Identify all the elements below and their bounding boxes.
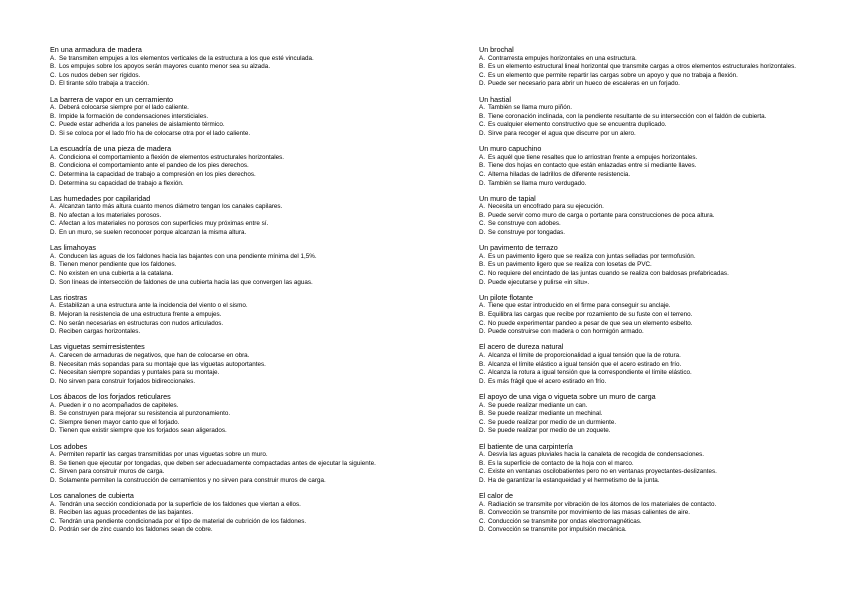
option-text: Se puede realizar por medio de un durmiente.: [488, 418, 617, 426]
question-block: [50, 244, 440, 287]
answer-option: [479, 121, 829, 130]
option-letter: B.: [479, 261, 485, 269]
option-letter: D.: [50, 80, 57, 88]
option-letter: B.: [50, 410, 56, 418]
option-text: Contrarresta empujes horizontales en una estructura.: [488, 54, 637, 62]
answer-option: [50, 302, 440, 311]
question-block: [479, 343, 829, 386]
option-text: Si se coloca por el lado frío ha de colocarse otra por el lado caliente.: [59, 129, 251, 137]
question-block: [50, 443, 440, 486]
option-letter: A.: [50, 401, 56, 409]
option-text: Necesitan siempre sopandas y puntales para su montaje.: [59, 369, 220, 377]
answer-option: [50, 180, 440, 189]
answer-option: [50, 279, 440, 288]
answer-option: [479, 203, 829, 212]
answer-option: [50, 509, 440, 518]
option-text: Carecen de armaduras de negativos, que han de colocarse en obra.: [59, 351, 250, 359]
answer-option: [479, 468, 829, 477]
option-letter: B.: [479, 311, 485, 318]
answer-option: [479, 518, 829, 527]
option-letter: C.: [50, 369, 57, 377]
option-text: Es la superficie de contacto de la hoja con el marco.: [488, 459, 634, 467]
answer-option: [50, 80, 440, 89]
option-letter: A.: [479, 351, 485, 359]
answer-option: [50, 63, 440, 72]
option-letter: B.: [50, 360, 56, 368]
question-title: El acero de dureza natural: [479, 342, 564, 352]
answer-option: [479, 229, 829, 238]
answer-option: [479, 451, 829, 460]
question-title: La barrera de vapor en un cerramiento: [50, 94, 174, 104]
answer-option: [479, 180, 829, 189]
answer-option: [479, 477, 829, 486]
option-text: Alterna hiladas de ladrillos de diferente resistencia.: [488, 170, 631, 178]
answer-option: [50, 451, 440, 460]
option-text: Tienen menor pendiente que los faldones.: [59, 261, 177, 269]
option-text: Deberá colocarse siempre por el lado caliente.: [59, 104, 189, 112]
answer-option: [479, 427, 829, 436]
option-letter: B.: [479, 410, 485, 418]
answer-option: [479, 402, 829, 411]
answer-option: [50, 518, 440, 527]
answer-option: [479, 63, 829, 72]
answer-option: [50, 460, 440, 469]
question-block: [479, 294, 829, 337]
option-letter: C.: [479, 71, 486, 79]
option-letter: D.: [50, 377, 57, 385]
option-text: Pueden ir o no acompañados de capiteles.: [59, 401, 179, 409]
option-text: Es un pavimento ligero que se realiza con losetas de PVC.: [488, 261, 652, 269]
question-title: Un pilote flotante: [479, 292, 533, 302]
answer-option: [479, 261, 829, 270]
answer-option: [50, 104, 440, 113]
answer-option: [479, 311, 829, 320]
answer-option: [479, 320, 829, 329]
question-title: El batiente de una carpintería: [479, 441, 573, 451]
option-text: Reciben las aguas procedentes de las bajantes.: [59, 509, 194, 517]
option-text: No puede experimentar pandeo a pesar de que sea un elemento esbelto.: [488, 319, 693, 327]
option-letter: D.: [479, 229, 486, 237]
option-letter: A.: [50, 203, 56, 211]
option-letter: B.: [50, 112, 56, 120]
question-title: Las limahoyas: [50, 243, 96, 253]
question-title: El calor de: [479, 491, 513, 501]
option-letter: D.: [479, 129, 486, 137]
question-block: [479, 46, 829, 89]
option-text: Impide la formación de condensaciones intersticiales.: [59, 112, 209, 120]
answer-option: [479, 369, 829, 378]
option-letter: D.: [50, 427, 57, 435]
option-text: No sirven para construir forjados bidireccionales.: [59, 377, 196, 385]
option-text: Condiciona el comportamiento ante el pandeo de los pies derechos.: [59, 162, 249, 170]
option-text: Sirven para construir muros de carga.: [59, 468, 165, 476]
answer-option: [479, 501, 829, 510]
option-letter: D.: [50, 526, 57, 534]
answer-option: [479, 279, 829, 288]
answer-option: [479, 80, 829, 89]
answer-option: [50, 352, 440, 361]
option-letter: B.: [479, 360, 485, 368]
option-text: Se construye por tongadas.: [488, 229, 566, 237]
question-block: [50, 393, 440, 436]
option-letter: C.: [50, 71, 57, 79]
option-text: Es aquél que tiene resaltes que lo arriostran frente a empujes horizontales.: [488, 153, 698, 161]
option-letter: A.: [50, 500, 56, 508]
right-column: [479, 46, 829, 542]
question-title: Los adobes: [50, 441, 88, 451]
option-letter: A.: [50, 351, 56, 359]
option-letter: D.: [479, 278, 486, 286]
answer-option: [50, 410, 440, 419]
option-text: Radiación se transmite por vibración de los átomos de los materiales de contacto.: [488, 500, 717, 508]
question-block: [50, 195, 440, 238]
answer-option: [479, 104, 829, 113]
option-text: Es un pavimento ligero que se realiza con juntas selladas por termofusión.: [488, 252, 696, 260]
answer-option: [50, 311, 440, 320]
answer-option: [479, 220, 829, 229]
option-text: Siempre tienen mayor canto que el forjado.: [59, 418, 180, 426]
option-letter: C.: [50, 319, 57, 327]
question-title: Un muro de tapial: [479, 193, 536, 203]
answer-option: [50, 113, 440, 122]
option-text: Es cualquier elemento constructivo que se encuentra duplicado.: [488, 121, 667, 129]
answer-option: [479, 419, 829, 428]
answer-option: [50, 320, 440, 329]
option-letter: D.: [50, 278, 57, 286]
option-letter: A.: [479, 153, 485, 161]
option-letter: A.: [479, 500, 485, 508]
option-text: Afectan a los materiales no porosos con superficies muy próximas entre sí.: [59, 220, 269, 228]
question-block: [50, 46, 440, 89]
left-column: [50, 46, 440, 542]
option-letter: C.: [479, 418, 486, 426]
question-block: [50, 145, 440, 188]
answer-option: [50, 212, 440, 221]
option-letter: D.: [479, 328, 486, 336]
question-title: El apoyo de una viga o vigueta sobre un muro de carga: [479, 391, 656, 401]
option-letter: A.: [479, 302, 485, 310]
option-text: Convección se transmite por impulsión mecánica.: [488, 526, 627, 534]
option-text: También se llama muro piñón.: [488, 104, 572, 112]
option-letter: C.: [479, 270, 486, 278]
option-text: Es un elemento estructural lineal horizontal que transmite cargas a otros elementos estructurales horizontales.: [488, 63, 797, 71]
option-text: Condiciona el comportamiento a flexión de elementos estructurales horizontales.: [59, 153, 285, 161]
option-letter: A.: [479, 252, 485, 260]
option-text: Es más frágil que el acero estirado en frío.: [488, 377, 607, 385]
option-text: Alcanza el límite elástico a igual tensión que el acero estirado en frío.: [488, 360, 682, 368]
option-text: Los nudos deben ser rígidos.: [59, 71, 141, 79]
option-text: Son líneas de intersección de faldones de una cubierta hacia las que convergen las aguas.: [59, 278, 313, 286]
answer-option: [50, 154, 440, 163]
question-title: Las riostras: [50, 292, 88, 302]
answer-option: [50, 270, 440, 279]
question-title: Un hastial: [479, 94, 511, 104]
option-letter: A.: [50, 104, 56, 112]
option-text: También se llama muro verdugado.: [488, 179, 587, 187]
option-letter: D.: [50, 229, 57, 237]
option-text: No afectan a los materiales porosos.: [59, 211, 162, 219]
answer-option: [50, 121, 440, 130]
option-text: Necesita un encofrado para su ejecución.: [488, 203, 604, 211]
answer-option: [479, 328, 829, 337]
option-text: Se transmiten empujes a los elementos verticales de la estructura a los que esté vinculada.: [59, 54, 314, 62]
option-text: Tienen que existir siempre que los forjados sean aligerados.: [59, 427, 227, 435]
option-text: Sirve para recoger el agua que discurre por un alero.: [488, 129, 636, 137]
answer-option: [479, 72, 829, 81]
answer-option: [50, 229, 440, 238]
option-letter: A.: [50, 252, 56, 260]
question-block: [50, 343, 440, 386]
option-letter: B.: [479, 63, 485, 71]
option-letter: C.: [50, 418, 57, 426]
option-text: Alcanzan tanto más altura cuanto menos diámetro tengan los canales capilares.: [59, 203, 283, 211]
question-title: Un brochal: [479, 45, 514, 54]
question-title: Las humedades por capilaridad: [50, 193, 151, 203]
option-letter: B.: [50, 162, 56, 170]
option-text: Alcanza la rotura a igual tensión que la correspondiente el límite elástico.: [488, 369, 692, 377]
answer-option: [50, 220, 440, 229]
option-text: Conducen las aguas de los faldones hacia las bajantes con una pendiente mínima del 1,5%.: [59, 252, 317, 260]
answer-option: [479, 113, 829, 122]
answer-option: [479, 526, 829, 535]
option-letter: D.: [479, 427, 486, 435]
answer-option: [50, 130, 440, 139]
answer-option: [50, 261, 440, 270]
option-text: Determina la capacidad de trabajo a compresión en los pies derechos.: [59, 170, 256, 178]
option-text: Podrán ser de zinc cuando los faldones sean de cobre.: [59, 526, 213, 534]
answer-option: [479, 410, 829, 419]
option-letter: D.: [479, 80, 486, 88]
option-text: Puede servir como muro de carga o portante para construcciones de poca altura.: [488, 211, 715, 219]
option-text: Se construye con adobes.: [488, 220, 561, 228]
option-letter: A.: [479, 203, 485, 211]
answer-option: [50, 369, 440, 378]
answer-option: [479, 130, 829, 139]
option-letter: D.: [50, 179, 57, 187]
option-letter: D.: [479, 179, 486, 187]
answer-option: [50, 55, 440, 64]
option-text: Se construyen para mejorar su resistencia al punzonamiento.: [59, 410, 231, 418]
option-text: Existe en ventanas oscilobatientes pero no en ventanas proyectantes-deslizantes.: [488, 468, 717, 476]
option-letter: A.: [479, 104, 485, 112]
option-letter: B.: [479, 162, 485, 170]
option-letter: C.: [479, 121, 486, 129]
option-text: Ha de garantizar la estanqueidad y el hermetismo de la junta.: [488, 476, 660, 484]
option-text: Puede estar adherida a los paneles de aislamiento térmico.: [59, 121, 225, 129]
option-text: Puede construirse con madera o con hormigón armado.: [488, 328, 644, 336]
option-letter: C.: [479, 170, 486, 178]
answer-option: [479, 378, 829, 387]
question-title: La escuadría de una pieza de madera: [50, 144, 172, 154]
option-text: No existen en una cubierta a la catalana.: [59, 270, 174, 278]
option-letter: B.: [50, 211, 56, 219]
option-text: Se puede realizar mediante un can.: [488, 401, 588, 409]
question-title: En una armadura de madera: [50, 45, 142, 54]
option-text: No requiere del encintado de las juntas cuando se realiza con baldosas prefabricadas.: [488, 270, 729, 278]
option-letter: D.: [50, 129, 57, 137]
option-text: Se puede realizar mediante un mechinal.: [488, 410, 603, 418]
option-text: Equilibra las cargas que recibe por rozamiento de su fuste con el terreno.: [488, 311, 693, 318]
option-text: Alcanza el límite de proporcionalidad a igual tensión que la de rotura.: [488, 351, 681, 359]
option-text: Tendrán una pendiente condicionada por el tipo de material de cubrición de los faldones.: [59, 517, 307, 525]
option-letter: C.: [479, 369, 486, 377]
option-text: Tiene que estar introducido en el firme para conseguir su anclaje.: [488, 302, 671, 310]
option-text: En un muro, se suelen reconocer porque alcanzan la misma altura.: [59, 229, 247, 237]
answer-option: [50, 253, 440, 262]
option-text: Estabilizan a una estructura ante la incidencia del viento o el sismo.: [59, 302, 248, 310]
answer-option: [479, 212, 829, 221]
answer-option: [479, 253, 829, 262]
option-letter: D.: [479, 476, 486, 484]
option-text: Reciben cargas horizontales.: [59, 328, 141, 336]
question-title: Un muro capuchino: [479, 144, 542, 154]
answer-option: [479, 154, 829, 163]
option-text: Desvía las aguas pluviales hacia la canaleta de recogida de condensaciones.: [488, 451, 704, 459]
option-letter: A.: [50, 153, 56, 161]
option-text: Convección se transmite por movimiento de las masas calientes de aire.: [488, 509, 690, 517]
option-letter: D.: [479, 377, 486, 385]
option-text: Tendrán una sección condicionada por la superficie de los faldones que viertan a ellos.: [59, 500, 301, 508]
question-block: [479, 244, 829, 287]
option-letter: C.: [479, 220, 486, 228]
question-block: [50, 96, 440, 139]
option-text: Puede ejecutarse y pulirse «in situ».: [488, 278, 590, 286]
question-block: [479, 96, 829, 139]
option-text: Es un elemento que permite repartir las cargas sobre un apoyo y que no trabaja a flexión.: [488, 71, 738, 79]
option-letter: A.: [50, 302, 56, 310]
answer-option: [50, 402, 440, 411]
option-text: Se tienen que ejecutar por tongadas, que deben ser adecuadamente compactadas antes de ejecutar la siguiente.: [59, 459, 376, 467]
answer-option: [479, 509, 829, 518]
question-block: [479, 492, 829, 535]
question-block: [479, 195, 829, 238]
option-letter: A.: [479, 54, 485, 62]
answer-option: [50, 203, 440, 212]
answer-option: [479, 302, 829, 311]
answer-option: [50, 501, 440, 510]
option-letter: B.: [479, 112, 485, 120]
option-letter: A.: [479, 451, 485, 459]
answer-option: [50, 427, 440, 436]
option-letter: D.: [50, 476, 57, 484]
question-title: Los ábacos de los forjados reticulares: [50, 391, 171, 401]
option-letter: B.: [50, 261, 56, 269]
answer-option: [479, 171, 829, 180]
option-letter: A.: [479, 401, 485, 409]
option-text: Tiene coronación inclinada, con la pendiente resultante de su intersección con el faldón de cubierta.: [488, 112, 767, 120]
option-letter: C.: [50, 220, 57, 228]
option-text: Puede ser necesario para abrir un hueco de escaleras en un forjado.: [488, 80, 680, 88]
answer-option: [50, 162, 440, 171]
option-letter: C.: [479, 517, 486, 525]
option-letter: B.: [50, 311, 56, 318]
question-title: Los canalones de cubierta: [50, 491, 134, 501]
answer-option: [479, 460, 829, 469]
option-letter: C.: [479, 319, 486, 327]
option-letter: B.: [50, 509, 56, 517]
answer-option: [50, 378, 440, 387]
question-title: Las viguetas semirresistentes: [50, 342, 145, 352]
option-text: Solamente permiten la construcción de cerramientos y no sirven para construir muros de carga.: [59, 476, 326, 484]
answer-option: [50, 477, 440, 486]
option-text: Los empujes sobre los apoyos serán mayores cuanto menor sea su alzada.: [59, 63, 271, 71]
question-title: Un pavimento de terrazo: [479, 243, 558, 253]
option-letter: B.: [50, 459, 56, 467]
answer-option: [50, 526, 440, 535]
option-letter: B.: [479, 459, 485, 467]
question-block: [479, 443, 829, 486]
question-block: [50, 294, 440, 337]
question-block: [479, 393, 829, 436]
option-letter: C.: [479, 468, 486, 476]
answer-option: [479, 55, 829, 64]
question-block: [50, 492, 440, 535]
answer-option: [479, 361, 829, 370]
answer-option: [479, 270, 829, 279]
option-text: Determina su capacidad de trabajo a flexión.: [59, 179, 184, 187]
option-letter: D.: [50, 328, 57, 336]
option-text: Se puede realizar por medio de un zoquete.: [488, 427, 611, 435]
answer-option: [479, 352, 829, 361]
option-letter: B.: [50, 63, 56, 71]
option-text: Necesitan más sopandas para su montaje que las viguetas autoportantes.: [59, 360, 266, 368]
option-letter: C.: [50, 170, 57, 178]
answer-option: [50, 468, 440, 477]
answer-option: [50, 171, 440, 180]
option-text: Conducción se transmite por ondas electromagnéticas.: [488, 517, 642, 525]
option-letter: C.: [50, 270, 57, 278]
question-block: [479, 145, 829, 188]
option-letter: C.: [50, 517, 57, 525]
option-letter: A.: [50, 54, 56, 62]
option-text: El tirante sólo trabaja a tracción.: [59, 80, 149, 88]
option-letter: A.: [50, 451, 56, 459]
option-text: Permiten repartir las cargas transmitidas por unas viguetas sobre un muro.: [59, 451, 268, 459]
answer-option: [50, 328, 440, 337]
option-letter: B.: [479, 509, 485, 517]
option-text: No serán necesarias en estructuras con nudos articulados.: [59, 319, 224, 327]
option-letter: D.: [479, 526, 486, 534]
answer-option: [50, 419, 440, 428]
answer-option: [50, 361, 440, 370]
answer-option: [50, 72, 440, 81]
option-text: Tiene dos hojas en contacto que están enlazadas entre sí mediante llaves.: [488, 162, 697, 170]
option-letter: C.: [50, 468, 57, 476]
answer-option: [479, 162, 829, 171]
option-letter: C.: [50, 121, 57, 129]
option-text: Mejoran la resistencia de una estructura frente a empujes.: [59, 311, 222, 318]
option-letter: B.: [479, 211, 485, 219]
